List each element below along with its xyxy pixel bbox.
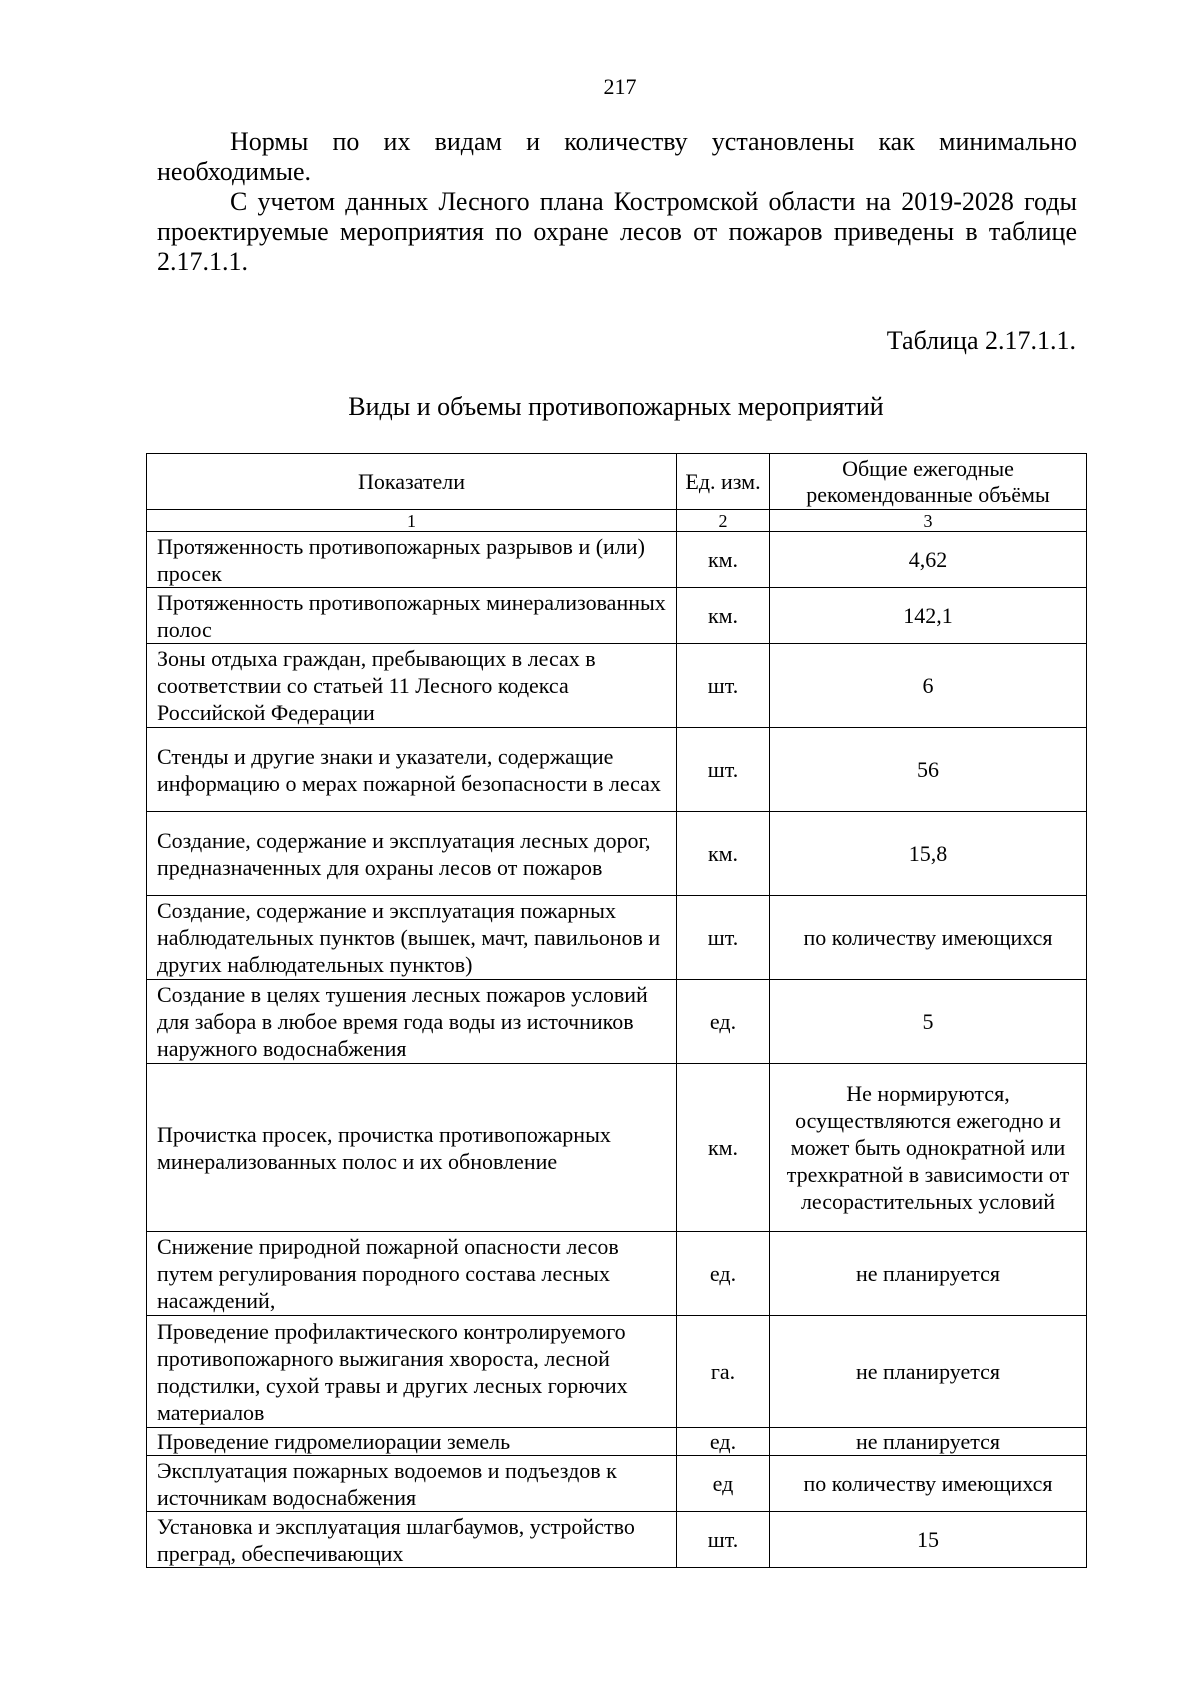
column-number: 1 <box>147 510 677 532</box>
header-indicator: Показатели <box>147 454 677 510</box>
unit-cell: ед. <box>677 1428 770 1456</box>
volume-cell: не планируется <box>770 1428 1087 1456</box>
volume-cell: 15,8 <box>770 812 1087 896</box>
unit-cell: шт. <box>677 1512 770 1568</box>
unit-cell: км. <box>677 812 770 896</box>
table-title: Виды и объемы противопожарных мероприятий <box>348 392 884 421</box>
table-row <box>147 1428 1087 1456</box>
table-row <box>147 980 1087 1064</box>
table-row <box>147 728 1087 812</box>
volume-cell: по количеству имеющихся <box>770 1456 1087 1512</box>
indicator-cell: Прочистка просек, прочистка противопожарных минерализованных полос и их обновление <box>147 1064 677 1232</box>
volume-cell: 56 <box>770 728 1087 812</box>
indicator-cell: Установка и эксплуатация шлагбаумов, устройство преград, обеспечивающих <box>147 1512 677 1568</box>
unit-cell: ед <box>677 1456 770 1512</box>
unit-cell: шт. <box>677 728 770 812</box>
table-row <box>147 1316 1087 1428</box>
unit-cell: га. <box>677 1316 770 1428</box>
column-number: 2 <box>677 510 770 532</box>
header-unit: Ед. изм. <box>677 454 770 510</box>
volume-cell: 6 <box>770 644 1087 728</box>
indicator-cell: Протяженность противопожарных минерализованных полос <box>147 588 677 644</box>
unit-cell: км. <box>677 1064 770 1232</box>
volume-cell: 15 <box>770 1512 1087 1568</box>
indicator-cell: Проведение гидромелиорации земель <box>147 1428 677 1456</box>
table-row <box>147 1232 1087 1316</box>
paragraph: Нормы по их видам и количеству установлены как минимально необходимые. <box>157 127 1077 186</box>
indicator-cell: Создание, содержание и эксплуатация лесных дорог, предназначенных для охраны лесов от пожаров <box>147 812 677 896</box>
indicator-cell: Снижение природной пожарной опасности лесов путем регулирования породного состава лесных насаждений, <box>147 1232 677 1316</box>
table-row <box>147 532 1087 588</box>
table-row <box>147 1512 1087 1568</box>
volume-cell: не планируется <box>770 1316 1087 1428</box>
unit-cell: ед. <box>677 980 770 1064</box>
indicator-cell: Проведение профилактического контролируемого противопожарного выжигания хвороста, лесной подстилки, сухой травы и других лесных горючих материалов <box>147 1316 677 1428</box>
unit-cell: шт. <box>677 644 770 728</box>
table-caption: Таблица 2.17.1.1. <box>886 326 1076 355</box>
indicator-cell: Протяженность противопожарных разрывов и (или) просек <box>147 532 677 588</box>
volume-cell: не планируется <box>770 1232 1087 1316</box>
volume-cell: 4,62 <box>770 532 1087 588</box>
table-row <box>147 896 1087 980</box>
measures-table <box>146 453 1087 1568</box>
volume-cell: 142,1 <box>770 588 1087 644</box>
table-row <box>147 812 1087 896</box>
unit-cell: ед. <box>677 1232 770 1316</box>
indicator-cell: Стенды и другие знаки и указатели, содержащие информацию о мерах пожарной безопасности в лесах <box>147 728 677 812</box>
volume-cell: 5 <box>770 980 1087 1064</box>
column-number: 3 <box>770 510 1087 532</box>
table-row <box>147 1456 1087 1512</box>
indicator-cell: Эксплуатация пожарных водоемов и подъездов к источникам водоснабжения <box>147 1456 677 1512</box>
body-text <box>157 127 1077 277</box>
indicator-cell: Зоны отдыха граждан, пребывающих в лесах в соответствии со статьей 11 Лесного кодекса Российской Федерации <box>147 644 677 728</box>
unit-cell: км. <box>677 588 770 644</box>
table-row <box>147 644 1087 728</box>
table-row <box>147 588 1087 644</box>
header-volume: Общие ежегодные рекомендованные объёмы <box>770 454 1087 510</box>
header-row <box>147 454 1087 510</box>
indicator-cell: Создание в целях тушения лесных пожаров условий для забора в любое время года воды из источников наружного водоснабжения <box>147 980 677 1064</box>
page-number: 217 <box>603 74 637 99</box>
table-row <box>147 1064 1087 1232</box>
unit-cell: км. <box>677 532 770 588</box>
volume-cell: по количеству имеющихся <box>770 896 1087 980</box>
paragraph: С учетом данных Лесного плана Костромской области на 2019-2028 годы проектируемые мероприятия по охране лесов от пожаров приведены в таблице 2.17.1.1. <box>157 187 1077 276</box>
unit-cell: шт. <box>677 896 770 980</box>
column-number-row <box>147 510 1087 532</box>
indicator-cell: Создание, содержание и эксплуатация пожарных наблюдательных пунктов (вышек, мачт, павильонов и других наблюдательных пунктов) <box>147 896 677 980</box>
volume-cell: Не нормируются, осуществляются ежегодно и может быть однократной или трехкратной в зависимости от лесорастительных условий <box>770 1064 1087 1232</box>
